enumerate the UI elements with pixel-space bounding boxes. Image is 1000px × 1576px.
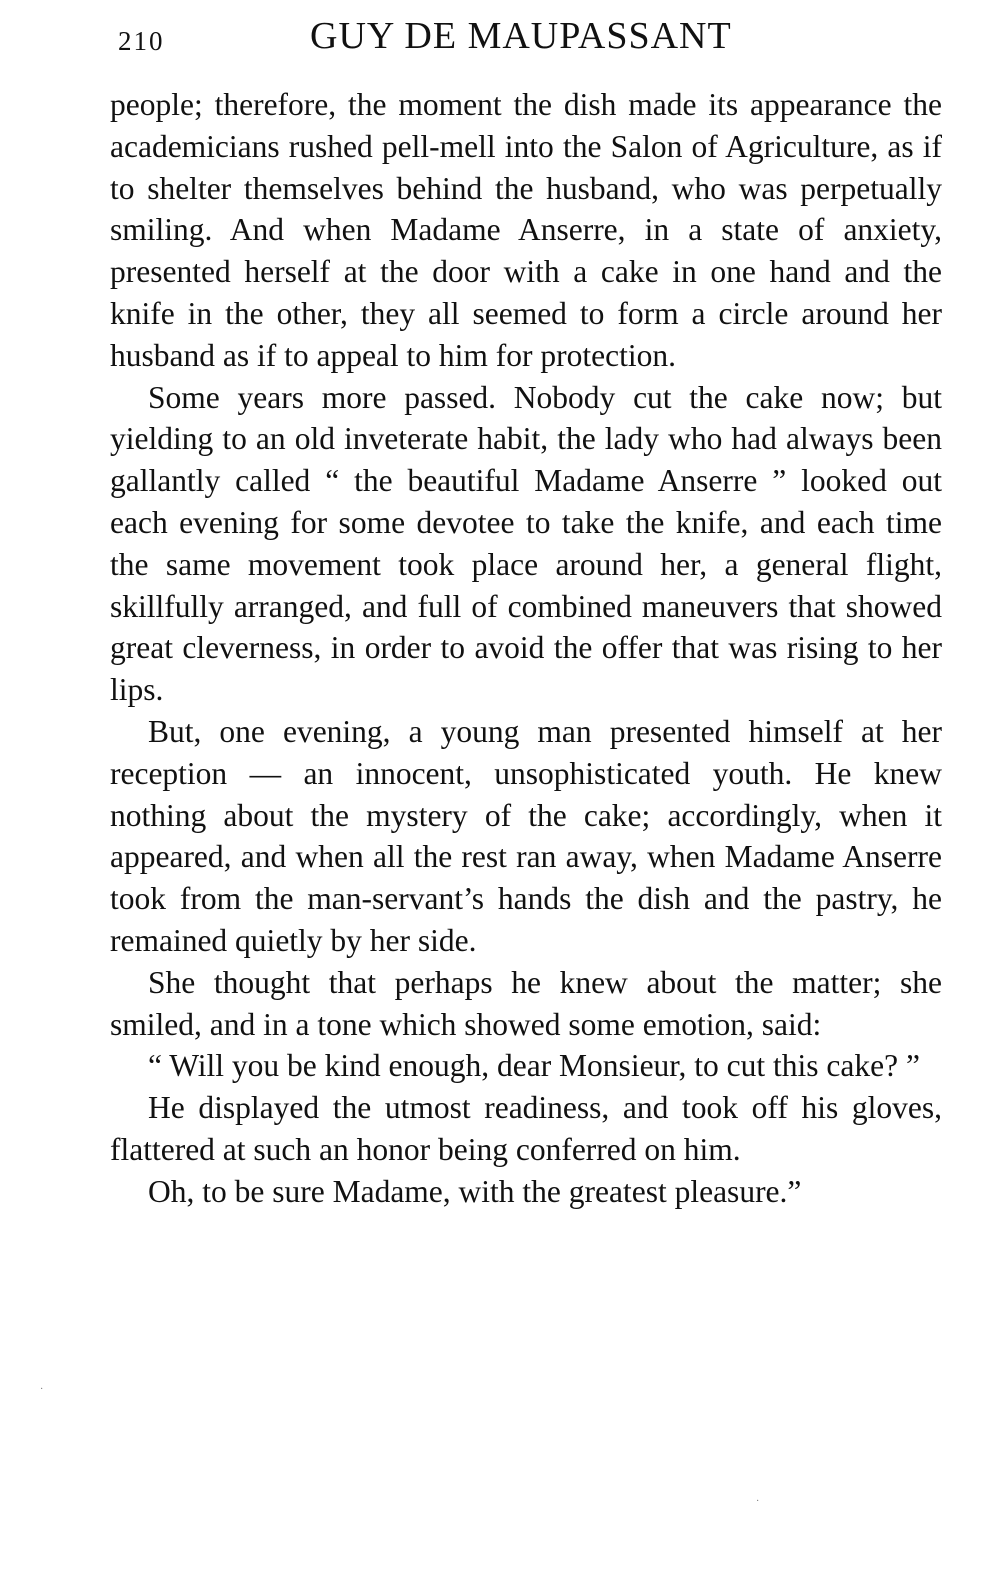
paragraph-1: people; therefore, the moment the dish made its appearance the academicians rushed pell-mell into the Salon of Agriculture, as if to shelter themselves behind the husband, who was perpetually smiling. And when Madame Anserre, in a state of anxiety, presented herself at the door with a cake in one hand and the knife in the other, they all seemed to form a circle around her husband as if to appeal to him for protection. bbox=[110, 87, 942, 373]
running-title: GUY DE MAUPASSANT bbox=[310, 15, 732, 57]
paragraph-4: She thought that perhaps he knew about the matter; she smiled, and in a tone which showed some emotion, said: bbox=[110, 964, 942, 1042]
body-text bbox=[110, 84, 942, 1213]
paragraph-2: Some years more passed. Nobody cut the cake now; but yielding to an old inveterate habit, the lady who had always been gallantly called “ the beautiful Madame Anserre ” looked out each evening for some devotee to take the knife, and each time the same movement took place around her, a general flight, skillfully arranged, and full of combined maneuvers that showed great cleverness, in order to avoid the offer that was rising to her lips. bbox=[110, 379, 942, 708]
running-head bbox=[110, 12, 942, 62]
paragraph-6: He displayed the utmost readiness, and took off his gloves, flattered at such an honor being conferred on him. bbox=[110, 1090, 942, 1167]
page-number: 210 bbox=[118, 26, 165, 56]
margin-speck: · bbox=[40, 1384, 44, 1395]
margin-speck: · bbox=[756, 1496, 760, 1507]
paragraph-7: Oh, to be sure Madame, with the greatest pleasure.” bbox=[148, 1173, 802, 1209]
paragraph-5: “ Will you be kind enough, dear Monsieur, to cut this cake? ” bbox=[148, 1048, 920, 1084]
paragraph-3: But, one evening, a young man presented himself at her reception — an innocent, unsophisticated youth. He knew nothing about the mystery of the cake; accordingly, when it appeared, and when all the rest ran away, when Madame Anserre took from the man-servant’s hands the dish and the pastry, he remained quietly by her side. bbox=[110, 713, 942, 958]
